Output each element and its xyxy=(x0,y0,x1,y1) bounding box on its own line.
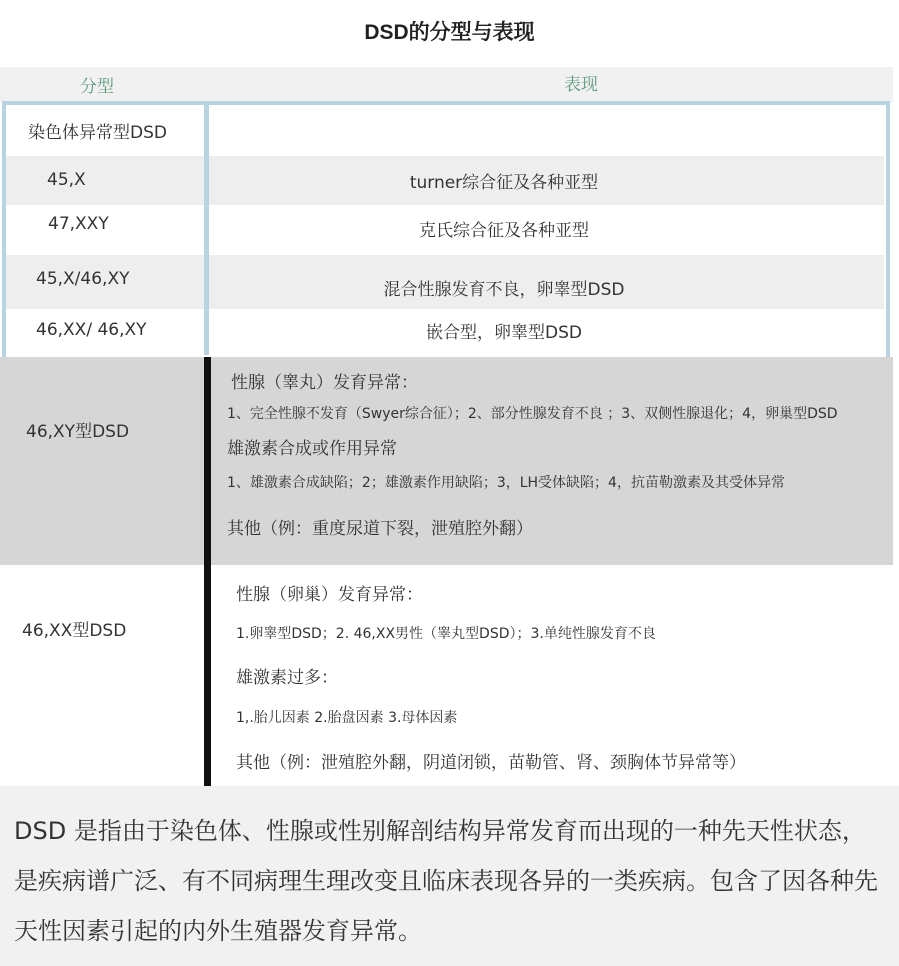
xx-line: 雄激素过多： xyxy=(236,668,338,688)
chrom-show: 克氏综合征及各种亚型 xyxy=(419,221,589,241)
xx-line: 性腺（卵巢）发育异常： xyxy=(236,585,423,605)
header-show: 表现 xyxy=(564,75,598,95)
chrom-show: 嵌合型，卵睾型DSD xyxy=(426,323,582,343)
page-title: DSD的分型与表现 xyxy=(364,21,535,44)
chrom-type: 45,X/46,XY xyxy=(36,269,130,289)
xx-line: 其他（例：泄殖腔外翻，阴道闭锁，苗勒管、肾、颈胸体节异常等） xyxy=(236,753,746,773)
column-divider xyxy=(204,357,211,565)
xy-line: 性腺（睾丸）发育异常： xyxy=(231,373,418,393)
chrom-show: turner综合征及各种亚型 xyxy=(409,173,599,193)
column-divider xyxy=(204,565,211,787)
chrom-category: 染色体异常型DSD xyxy=(28,123,167,143)
chrom-type: 47,XXY xyxy=(48,214,109,234)
xx-line: 1,.胎儿因素 2.胎盘因素 3.母体因素 xyxy=(236,710,458,726)
chrom-type: 45,X xyxy=(47,170,86,190)
xy-type: 46,XY型DSD xyxy=(26,422,130,442)
xy-line: 1、雄激素合成缺陷；2；雄激素作用缺陷；3，LH受体缺陷；4，抗苗勒激素及其受体异常 xyxy=(227,475,785,491)
table-header xyxy=(0,67,893,102)
xy-line: 其他（例：重度尿道下裂，泄殖腔外翻） xyxy=(227,519,533,539)
header-type: 分型 xyxy=(80,77,114,97)
xx-type: 46,XX型DSD xyxy=(22,621,127,641)
chrom-type: 46,XX/ 46,XY xyxy=(36,320,147,340)
chrom-show: 混合性腺发育不良，卵睾型DSD xyxy=(383,280,625,300)
xx-line: 1.卵睾型DSD；2. 46,XX男性（睾丸型DSD）；3.单纯性腺发育不良 xyxy=(236,626,656,642)
xy-line: 1、完全性腺不发育（Swyer综合征）；2、部分性腺发育不良 ；3、双侧性腺退化；4，卵巢型DSD xyxy=(227,406,838,422)
description-text: DSD 是指由于染色体、性腺或性别解剖结构异常发育而出现的一种先天性状态，是疾病谱广泛、有不同病理生理改变且临床表现各异的一类疾病。包含了因各种先天性因素引起的内外生殖器发育异常。 xyxy=(14,817,878,945)
xy-line: 雄激素合成或作用异常 xyxy=(227,439,397,459)
